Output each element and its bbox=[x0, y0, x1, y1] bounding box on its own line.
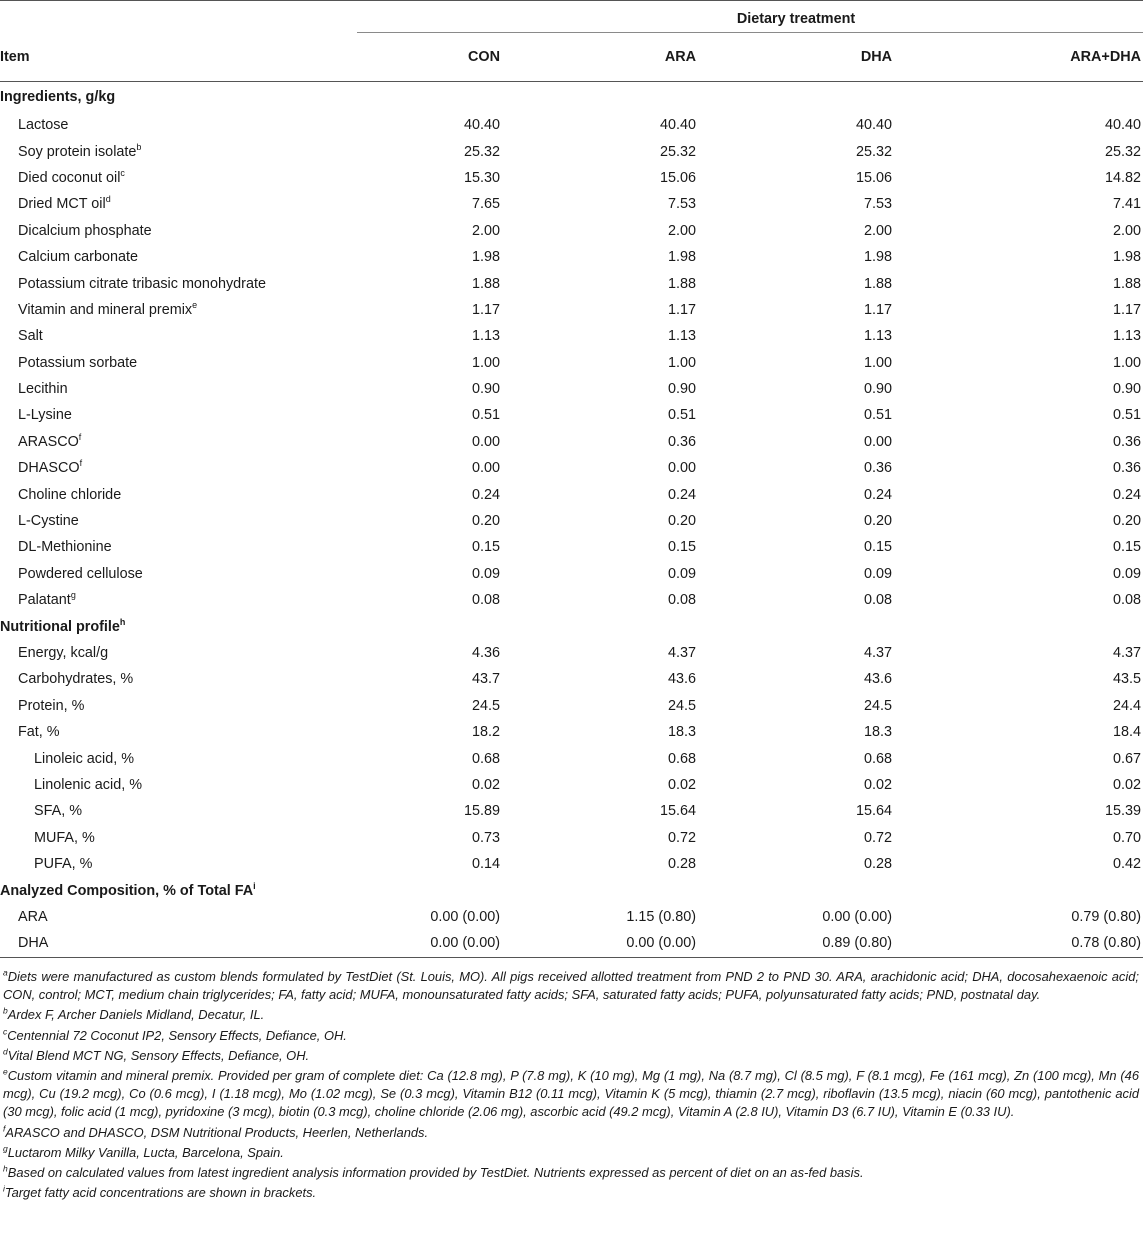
table-cell: 0.89 (0.80) bbox=[749, 930, 945, 957]
footnote-marker: d bbox=[3, 1046, 8, 1057]
table-cell: 1.13 bbox=[863, 328, 892, 345]
footnote-text: Centennial 72 Coconut IP2, Sensory Effects, Defiance, OH. bbox=[7, 1027, 347, 1043]
table-cell: 1.00 bbox=[667, 354, 696, 371]
row-label: L-Lysine bbox=[18, 407, 72, 424]
table-cell: 1.88 bbox=[667, 275, 696, 292]
table-row bbox=[0, 481, 1143, 507]
table-cell: 15.06 bbox=[855, 169, 892, 186]
table-cell: 0.20 bbox=[667, 513, 696, 530]
table-row bbox=[0, 851, 1143, 877]
table-cell: 0.68 bbox=[667, 750, 696, 767]
footnote-marker: i bbox=[253, 880, 256, 891]
row-label: DHASCO$^f$ bbox=[18, 458, 83, 477]
table-cell: 0.51 bbox=[1112, 407, 1141, 424]
footnote-marker: h bbox=[119, 616, 126, 627]
table-cell: 25.32 bbox=[855, 143, 892, 160]
footnote-text: Target fatty acid concentrations are shown in brackets. bbox=[4, 1185, 317, 1201]
table-cell: 0.08 bbox=[667, 592, 696, 609]
group-header-row bbox=[0, 6, 1143, 33]
row-label: Energy, kcal/g bbox=[18, 645, 109, 661]
table-cell: 7.41 bbox=[1112, 196, 1141, 213]
table-row bbox=[0, 745, 1143, 771]
row-label: ARASCO$^f$ bbox=[18, 432, 82, 450]
table-cell: 1.13 bbox=[1112, 328, 1141, 345]
row-label: Soy protein isolate$^b$ bbox=[18, 141, 142, 160]
table-cell: 43.6 bbox=[863, 671, 892, 688]
table-cell: 0.70 bbox=[1112, 829, 1141, 846]
table-cell: 1.00 bbox=[1112, 354, 1141, 371]
table-row bbox=[0, 244, 1143, 270]
table-row bbox=[0, 402, 1143, 428]
row-label: Linoleic acid, % bbox=[34, 750, 134, 767]
table-cell: 24.5 bbox=[667, 697, 696, 714]
table-cell: 0.00 (0.00) bbox=[822, 908, 892, 925]
table-row bbox=[0, 270, 1143, 296]
row-label: Powdered cellulose bbox=[18, 565, 143, 582]
table-cell: 0.00 (0.00) bbox=[553, 930, 749, 957]
row-label: L-Cystine bbox=[18, 513, 79, 530]
footnote-marker: f bbox=[3, 1123, 6, 1134]
row-label: SFA, % bbox=[34, 803, 82, 820]
table-cell: 4.37 bbox=[667, 645, 696, 661]
table-cell: 4.37 bbox=[1112, 645, 1141, 661]
table-cell: 40.40 bbox=[463, 117, 500, 134]
table-cell: 43.6 bbox=[667, 671, 696, 688]
row-label: ARA bbox=[18, 908, 48, 925]
table-row bbox=[0, 297, 1143, 323]
footnote-marker: c bbox=[3, 1026, 8, 1037]
table-cell: 0.28 bbox=[863, 856, 892, 873]
table-cell: 2.00 bbox=[667, 222, 696, 239]
table-cell: 25.32 bbox=[463, 143, 500, 160]
table-cell: 25.32 bbox=[1104, 143, 1141, 160]
footnote bbox=[3, 1124, 1139, 1142]
table-cell: 2.00 bbox=[1112, 222, 1141, 239]
row-label: Dried MCT oil$^d$ bbox=[18, 194, 111, 213]
row-label: Potassium citrate tribasic monohydrate bbox=[18, 275, 266, 292]
table-cell: 1.98 bbox=[471, 249, 500, 266]
table-cell: 1.88 bbox=[471, 275, 500, 292]
footnote-text: Custom vitamin and mineral premix. Provided per gram of complete diet: Ca (12.8 mg), P (7.8 mg), K (10 mg), Mg (1 mg), Na (8.7 mg), Cl (8.5 mg), F (8.1 mcg), Fe (161 mcg), Zn (100 mcg), Mn (46 mcg), Cu (19.2 mcg), Co (0.6 mcg), I (1.18 mcg), Mo (1.02 mcg), Se (0.3 mcg), Vitamin B12 (0.11 mcg), Vitamin K (5 mcg), thiamin (2.7 mcg), riboflavin (13.5 mcg), niacin (60 mcg), pantothenic acid (30 mcg), folic acid (1 mcg), pyridoxine (3 mcg), biotin (0.3 mcg), choline chloride (2.06 mg), ascorbic acid (49.2 mcg), Vitamin A (2.8 IU), Vitamin D3 (6.7 IU), Vitamin E (0.33 IU). bbox=[3, 1068, 1139, 1120]
table-cell: 0.20 bbox=[863, 513, 892, 530]
table-row bbox=[0, 534, 1143, 560]
table-row bbox=[0, 165, 1143, 191]
table-cell: 0.36 bbox=[667, 433, 696, 450]
footnote-marker: a bbox=[3, 967, 8, 978]
footnote-marker: e bbox=[3, 1066, 8, 1077]
table-cell: 7.53 bbox=[667, 196, 696, 213]
table-row bbox=[0, 508, 1143, 534]
column-header-ara-dha: ARA+DHA bbox=[945, 33, 1143, 82]
table-row bbox=[0, 191, 1143, 217]
table-row bbox=[0, 666, 1143, 692]
table-cell: 0.08 bbox=[863, 592, 892, 609]
dietary-treatment-header: Dietary treatment bbox=[357, 6, 1143, 33]
table-cell: 0.14 bbox=[471, 856, 500, 873]
table-cell: 24.5 bbox=[863, 697, 892, 714]
table-row bbox=[0, 138, 1143, 164]
footnote-marker: g bbox=[3, 1143, 8, 1154]
table-footnotes bbox=[3, 968, 1139, 1204]
table-cell: 0.02 bbox=[471, 776, 500, 793]
table-cell: 4.37 bbox=[863, 645, 892, 661]
table-cell: 0.73 bbox=[471, 829, 500, 846]
section-title: Ingredients, g/kg bbox=[0, 89, 116, 105]
table-row bbox=[0, 640, 1143, 666]
table-cell: 0.02 bbox=[667, 776, 696, 793]
column-header-con: CON bbox=[357, 33, 553, 82]
table-row bbox=[0, 930, 1143, 957]
table-cell: 0.20 bbox=[1112, 513, 1141, 530]
table-row bbox=[0, 112, 1143, 138]
table-cell: 1.17 bbox=[863, 301, 892, 318]
table-cell: 0.90 bbox=[863, 381, 892, 398]
table-cell: 2.00 bbox=[863, 222, 892, 239]
row-label: Salt bbox=[18, 328, 43, 345]
table-cell: 0.00 bbox=[471, 460, 500, 477]
table-row bbox=[0, 350, 1143, 376]
table-cell: 0.68 bbox=[863, 750, 892, 767]
table-cell: 0.90 bbox=[1112, 381, 1141, 398]
row-label: Potassium sorbate bbox=[18, 354, 138, 371]
table-cell: 1.17 bbox=[1112, 301, 1141, 318]
table-cell: 0.15 bbox=[471, 539, 500, 556]
table-cell: 0.09 bbox=[471, 565, 500, 582]
table-cell: 1.98 bbox=[1112, 249, 1141, 266]
table-cell: 0.72 bbox=[863, 829, 892, 846]
table-cell: 0.36 bbox=[1112, 433, 1141, 450]
footnote-marker: b bbox=[3, 1006, 8, 1017]
row-label: Protein, % bbox=[18, 697, 85, 714]
footnote-marker: b bbox=[136, 141, 142, 152]
table-row bbox=[0, 218, 1143, 244]
row-label: DL-Methionine bbox=[18, 539, 112, 556]
table-cell: 0.08 bbox=[1112, 592, 1141, 609]
footnote-marker: g bbox=[70, 590, 76, 601]
footnote-marker: i bbox=[3, 1183, 5, 1194]
row-label: Choline chloride bbox=[18, 486, 122, 503]
table-row bbox=[0, 376, 1143, 402]
table-cell: 15.39 bbox=[1104, 803, 1141, 820]
table-cell: 18.2 bbox=[471, 724, 500, 741]
table-cell: 0.20 bbox=[471, 513, 500, 530]
footnote-marker: e bbox=[192, 300, 198, 311]
table-cell: 0.51 bbox=[471, 407, 500, 424]
row-label: Palatant$^g$ bbox=[18, 590, 76, 609]
table-cell: 0.15 bbox=[1112, 539, 1141, 556]
item-header: Item bbox=[0, 33, 357, 82]
section-title: Nutritional profile$^h$ bbox=[0, 616, 126, 635]
table-cell: 0.51 bbox=[863, 407, 892, 424]
table-cell: 24.4 bbox=[1112, 697, 1141, 714]
table-row bbox=[0, 455, 1143, 481]
table-cell: 0.36 bbox=[1112, 460, 1141, 477]
footnote-marker: h bbox=[3, 1163, 8, 1174]
section-header-row bbox=[0, 613, 1143, 639]
table-cell: 1.15 (0.80) bbox=[626, 908, 696, 925]
table-cell: 24.5 bbox=[471, 697, 500, 714]
table-row bbox=[0, 772, 1143, 798]
footnote-text: Luctarom Milky Vanilla, Lucta, Barcelona, Spain. bbox=[7, 1144, 284, 1160]
table-cell: 25.32 bbox=[659, 143, 696, 160]
table-cell: 0.79 (0.80) bbox=[1071, 908, 1141, 925]
table-row bbox=[0, 429, 1143, 455]
table-cell: 14.82 bbox=[1104, 169, 1141, 186]
footnote bbox=[3, 1067, 1139, 1122]
table-cell: 15.06 bbox=[659, 169, 696, 186]
table-cell: 15.30 bbox=[463, 169, 500, 186]
table-cell: 0.72 bbox=[667, 829, 696, 846]
row-label: Lactose bbox=[18, 117, 69, 134]
table-cell: 0.42 bbox=[1112, 856, 1141, 873]
table-cell: 0.36 bbox=[863, 460, 892, 477]
table-cell: 1.88 bbox=[863, 275, 892, 292]
footnote-text: Vital Blend MCT NG, Sensory Effects, Defiance, OH. bbox=[7, 1047, 310, 1063]
table-cell: 1.98 bbox=[863, 249, 892, 266]
table-cell: 18.4 bbox=[1112, 724, 1141, 741]
row-label: Lecithin bbox=[18, 381, 68, 398]
footnote-marker: f bbox=[79, 458, 83, 469]
table-cell: 0.67 bbox=[1112, 750, 1141, 767]
footnote-text: Diets were manufactured as custom blends formulated by TestDiet (St. Louis, MO). All pigs received allotted treatment from PND 2 to PND 30. ARA, arachidonic acid; DHA, docosahexaenoic acid; CON, control; MCT, medium chain triglycerides; FA, fatty acid; MUFA, monounsaturated fatty acids; SFA, saturated fatty acids; PUFA, polyunsaturated fatty acids; PND, postnatal day. bbox=[3, 969, 1139, 1003]
table-cell: 0.24 bbox=[863, 486, 892, 503]
table-cell: 1.98 bbox=[667, 249, 696, 266]
row-label: MUFA, % bbox=[34, 829, 95, 846]
table-cell: 0.00 bbox=[667, 460, 696, 477]
footnote-marker: c bbox=[120, 168, 125, 179]
table-cell: 7.53 bbox=[863, 196, 892, 213]
table-cell: 40.40 bbox=[855, 117, 892, 134]
table-cell: 1.88 bbox=[1112, 275, 1141, 292]
table-row bbox=[0, 719, 1143, 745]
column-header-ara: ARA bbox=[553, 33, 749, 82]
row-label: Fat, % bbox=[18, 724, 60, 741]
table-cell: 0.90 bbox=[471, 381, 500, 398]
table-cell: 15.64 bbox=[855, 803, 892, 820]
table-cell: 1.00 bbox=[863, 354, 892, 371]
table-cell: 1.17 bbox=[471, 301, 500, 318]
column-header-dha: DHA bbox=[749, 33, 945, 82]
table-cell: 0.09 bbox=[863, 565, 892, 582]
table-cell: 0.02 bbox=[863, 776, 892, 793]
table-row bbox=[0, 587, 1143, 613]
table-cell: 0.90 bbox=[667, 381, 696, 398]
footnote bbox=[3, 968, 1139, 1004]
row-label: PUFA, % bbox=[34, 856, 93, 873]
table-cell: 7.65 bbox=[471, 196, 500, 213]
table-cell: 4.36 bbox=[471, 645, 500, 661]
table-cell: 43.5 bbox=[1112, 671, 1141, 688]
table-cell: 1.00 bbox=[471, 354, 500, 371]
section-header-row bbox=[0, 82, 1143, 113]
table-cell: 0.24 bbox=[471, 486, 500, 503]
footnote bbox=[3, 1184, 1139, 1202]
table-cell: 0.00 bbox=[863, 433, 892, 450]
row-label: DHA bbox=[0, 930, 357, 957]
footnote bbox=[3, 1047, 1139, 1065]
table-cell: 40.40 bbox=[1104, 117, 1141, 134]
table-cell: 0.02 bbox=[1112, 776, 1141, 793]
table-cell: 1.13 bbox=[471, 328, 500, 345]
table-cell: 1.17 bbox=[667, 301, 696, 318]
table-cell: 1.13 bbox=[667, 328, 696, 345]
table-cell: 0.09 bbox=[667, 565, 696, 582]
table-cell: 15.64 bbox=[659, 803, 696, 820]
table-cell: 0.08 bbox=[471, 592, 500, 609]
table-cell: 0.15 bbox=[667, 539, 696, 556]
column-header-row bbox=[0, 33, 1143, 82]
footnote-text: Based on calculated values from latest ingredient analysis information provided by TestDiet. Nutrients expressed as percent of diet on an as-fed basis. bbox=[7, 1165, 864, 1181]
footnote bbox=[3, 1164, 1139, 1182]
footnote-text: Ardex F, Archer Daniels Midland, Decatur, IL. bbox=[7, 1007, 265, 1023]
table-cell: 15.89 bbox=[463, 803, 500, 820]
table-cell: 0.00 (0.00) bbox=[357, 930, 553, 957]
table-cell: 0.24 bbox=[1112, 486, 1141, 503]
table-cell: 0.24 bbox=[667, 486, 696, 503]
table-cell: 0.51 bbox=[667, 407, 696, 424]
table-row bbox=[0, 323, 1143, 349]
table-cell: 0.09 bbox=[1112, 565, 1141, 582]
footnote bbox=[3, 1027, 1139, 1045]
table-cell: 0.28 bbox=[667, 856, 696, 873]
row-label: Dicalcium phosphate bbox=[18, 222, 152, 239]
table-row bbox=[0, 825, 1143, 851]
row-label: Vitamin and mineral premix$^e$ bbox=[18, 300, 198, 318]
table-row bbox=[0, 798, 1143, 824]
row-label: Linolenic acid, % bbox=[34, 776, 142, 793]
footnote bbox=[3, 1144, 1139, 1162]
table-row bbox=[0, 904, 1143, 930]
table-cell: 0.00 bbox=[471, 433, 500, 450]
table-cell: 0.78 (0.80) bbox=[945, 930, 1143, 957]
footnote-marker: f bbox=[78, 432, 82, 443]
section-title: Analyzed Composition, % of Total $FA^i$ bbox=[0, 880, 256, 899]
table-cell: 18.3 bbox=[667, 724, 696, 741]
table-cell: 0.15 bbox=[863, 539, 892, 556]
table-cell: 43.7 bbox=[471, 671, 500, 688]
table-cell: 0.68 bbox=[471, 750, 500, 767]
row-label: Carbohydrates, % bbox=[18, 671, 134, 688]
table-row bbox=[0, 561, 1143, 587]
footnote-text: ARASCO and DHASCO, DSM Nutritional Products, Heerlen, Netherlands. bbox=[5, 1124, 429, 1140]
footnote-marker: d bbox=[105, 194, 111, 205]
table-cell: 2.00 bbox=[471, 222, 500, 239]
table-cell: 40.40 bbox=[659, 117, 696, 134]
table-cell: 0.00 (0.00) bbox=[430, 908, 500, 925]
row-label: Died coconut oil$^c$ bbox=[18, 168, 125, 186]
footnote bbox=[3, 1006, 1139, 1024]
table-row bbox=[0, 693, 1143, 719]
table-cell: 18.3 bbox=[863, 724, 892, 741]
section-header-row bbox=[0, 877, 1143, 903]
row-label: Calcium carbonate bbox=[18, 249, 138, 266]
